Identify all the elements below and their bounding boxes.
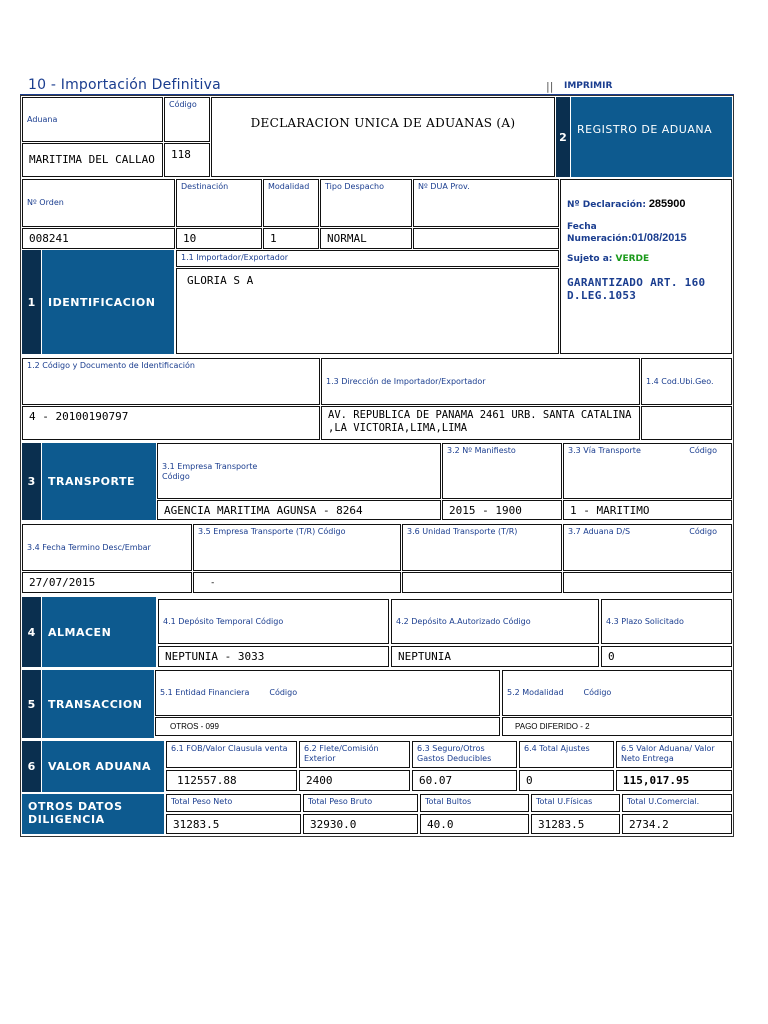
deposito-autorizado-label: 4.2 Depósito A.Autorizado Código [391,599,599,644]
dua-prov-label: Nº DUA Prov. [413,179,559,227]
importador-label: 1.1 Importador/Exportador [176,250,559,267]
peso-neto-value: 31283.5 [166,814,301,834]
header-separator: || [546,80,554,93]
fecha-desc-value: 27/07/2015 [22,572,192,593]
ubigeo-value [641,406,732,440]
fecha-desc-label: 3.4 Fecha Termino Desc/Embar [22,524,192,571]
aduana-ds-codigo-label: Código [689,527,717,536]
section-2-number: 2 [556,97,570,177]
codigo-value: 118 [164,143,210,177]
empresa-label-box [157,443,441,499]
codigo-doc-value: 4 - 20100190797 [22,406,320,440]
flete-label: 6.2 Flete/Comisión Exterior [299,741,410,768]
manifiesto-label: 3.2 Nº Manifiesto [442,443,562,499]
empresa-tr-value: - [193,572,401,593]
ajustes-label: 6.4 Total Ajustes [519,741,614,768]
via-label: 3.3 Vía Transporte [568,446,641,455]
deposito-autorizado-value: NEPTUNIA [391,646,599,667]
modalidad-pago-value: PAGO DIFERIDO - 2 [502,717,732,736]
sujeto-value: VERDE [615,254,650,264]
flete-value: 2400 [299,770,410,791]
valor-aduana-header: VALOR ADUANA [42,741,164,792]
destinacion-value: 10 [176,228,262,249]
codigo-doc-label: 1.2 Código y Documento de Identificación [22,358,320,405]
entidad-value: OTROS - 099 [155,717,500,736]
modalidad-pago-codigo-label: Código [583,688,612,698]
deposito-temporal-label: 4.1 Depósito Temporal Código [158,599,389,644]
declaracion-label: Nº Declaración: [567,200,646,210]
plazo-value: 0 [601,646,732,667]
registro-header [571,97,732,177]
almacen-header: ALMACEN [42,597,156,667]
bultos-value: 40.0 [420,814,529,834]
codigo-label: Código [164,97,210,142]
empresa-tr-label: 3.5 Empresa Transporte (T/R) Código [193,524,401,571]
fecha-label: Fecha [567,222,597,232]
comercial-value: 2734.2 [622,814,732,834]
section-6-number: 6 [22,741,41,792]
section-1-number: 1 [22,250,41,354]
numeracion-label: Numeración: [567,234,632,244]
section-3-number: 3 [22,443,41,520]
doc-title: DECLARACION UNICA DE ADUANAS (A) [250,116,516,130]
fecha-value: 01/08/2015 [631,232,687,244]
transporte-header: TRANSPORTE [42,443,156,520]
modalidad-pago-label: 5.2 Modalidad [507,688,564,698]
fisicas-label: Total U.Físicas [531,794,620,812]
direccion-value: AV. REPUBLICA DE PANAMA 2461 URB. SANTA CATALINA ,LA VICTORIA,LIMA,LIMA [321,406,640,440]
fob-value: 112557.88 [166,770,297,791]
tipo-despacho-label: Tipo Despacho [320,179,412,227]
importador-box [176,268,559,354]
seguro-label: 6.3 Seguro/Otros Gastos Deducibles [412,741,517,768]
aduana-label: Aduana [22,97,163,142]
unidad-value [402,572,562,593]
modalidad-pago-label-box [502,670,732,716]
section-4-number: 4 [22,597,41,667]
entidad-label-box [155,670,500,716]
aduana-ds-value [563,572,732,593]
empresa-label: 3.1 Empresa Transporte [162,462,258,471]
aduana-ds-label: 3.7 Aduana D/S [568,527,631,536]
via-codigo-label: Código [689,446,717,455]
declaracion-value: 285900 [648,198,686,210]
doc-title-box [211,97,555,177]
fob-label: 6.1 FOB/Valor Clausula venta [166,741,297,768]
transaccion-header: TRANSACCION [42,670,154,738]
peso-bruto-value: 32930.0 [303,814,418,834]
orden-value: 008241 [22,228,175,249]
modalidad-value: 1 [263,228,319,249]
peso-neto-label: Total Peso Neto [166,794,301,812]
comercial-label: Total U.Comercial. [622,794,732,812]
deposito-temporal-value: NEPTUNIA - 3033 [158,646,389,667]
destinacion-label: Destinación [176,179,262,227]
seguro-value: 60.07 [412,770,517,791]
plazo-label: 4.3 Plazo Solicitado [601,599,732,644]
identificacion-header: IDENTIFICACION [42,250,174,354]
registro-panel [560,179,732,354]
importador-value: GLORIA S A [187,274,254,287]
aduana-ds-label-box [563,524,732,571]
otros-datos-title: OTROS DATOS DILIGENCIA [28,800,123,827]
sujeto-label: Sujeto a: [567,254,613,264]
empresa-value: AGENCIA MARITIMA AGUNSA - 8264 [157,500,441,520]
dua-prov-value [413,228,559,249]
bultos-label: Total Bultos [420,794,529,812]
entidad-label: 5.1 Entidad Financiera [160,688,250,698]
modalidad-label: Modalidad [263,179,319,227]
valor-aduana-value: 115,017.95 [616,770,732,791]
empresa-codigo-label: Código [162,471,190,481]
direccion-label: 1.3 Dirección de Importador/Exportador [321,358,640,405]
tipo-despacho-value: NORMAL [320,228,412,249]
page-title: 10 - Importación Definitiva [28,77,221,93]
section-5-number: 5 [22,670,41,738]
otros-datos-header [22,794,164,834]
ajustes-value: 0 [519,770,614,791]
fisicas-value: 31283.5 [531,814,620,834]
via-value: 1 - MARITIMO [563,500,732,520]
ubigeo-label: 1.4 Cod.Ubi.Geo. [641,358,732,405]
unidad-label: 3.6 Unidad Transporte (T/R) [402,524,562,571]
entidad-codigo-label: Código [269,688,298,698]
aduana-value: MARITIMA DEL CALLAO [22,143,163,177]
print-link[interactable]: IMPRIMIR [564,81,613,91]
registro-title: REGISTRO DE ADUANA [577,123,713,136]
via-label-box [563,443,732,499]
peso-bruto-label: Total Peso Bruto [303,794,418,812]
orden-label: Nº Orden [22,179,175,227]
valor-aduana-label: 6.5 Valor Aduana/ Valor Neto Entrega [616,741,732,768]
garantizado-text: GARANTIZADO ART. 160 D.LEG.1053 [567,276,706,303]
manifiesto-value: 2015 - 1900 [442,500,562,520]
